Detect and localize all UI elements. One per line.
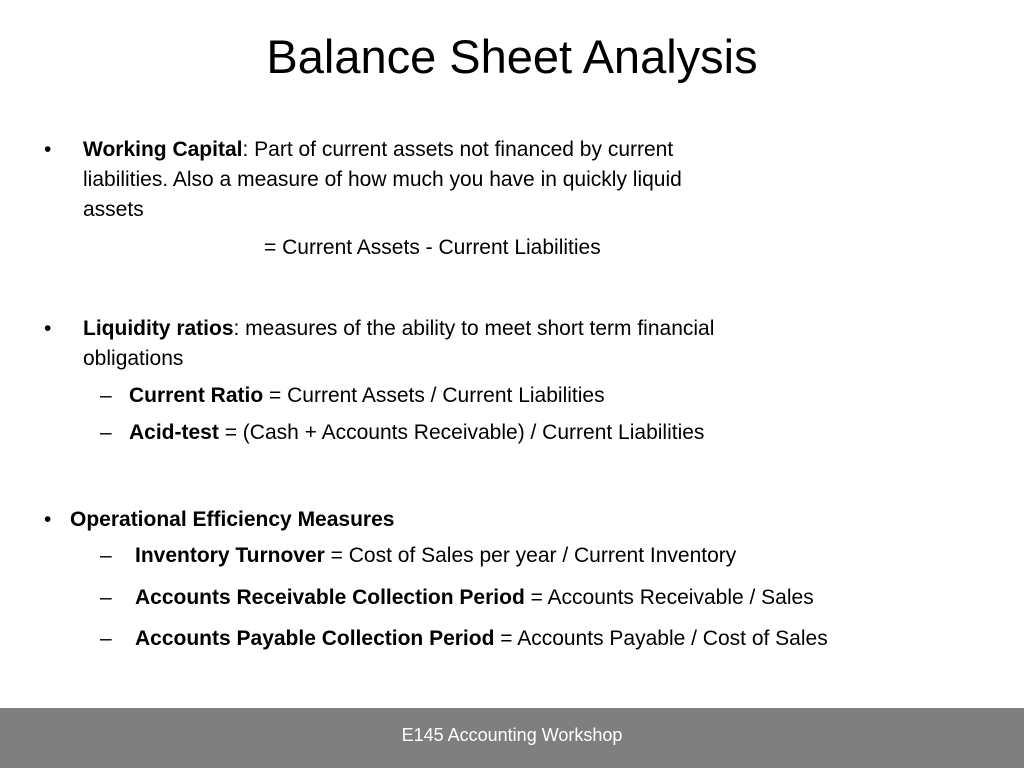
liquidity-line-2: obligations (83, 347, 184, 370)
current-ratio-formula: = Current Assets / Current Liabilities (263, 384, 605, 407)
footer-text: E145 Accounting Workshop (401, 725, 623, 745)
working-capital-term: Working Capital (83, 138, 243, 161)
bullet-marker: • (44, 317, 52, 340)
ap-collection-item (135, 624, 828, 654)
inventory-turnover-term: Inventory Turnover (135, 544, 325, 567)
liquidity-term: Liquidity ratios (83, 317, 234, 340)
acid-test-formula: = (Cash + Accounts Receivable) / Current Liabilities (218, 421, 705, 444)
dash-marker: – (100, 384, 112, 407)
inventory-turnover-formula: = Cost of Sales per year / Current Inventory (324, 544, 737, 567)
slide-title: Balance Sheet Analysis (266, 30, 758, 83)
working-capital-line-1 (83, 135, 673, 165)
liquidity-definition: : measures of the ability to meet short term financial (233, 317, 715, 340)
bullet-marker: • (44, 508, 52, 531)
liquidity-line-1 (83, 314, 714, 344)
inventory-turnover-item (135, 541, 736, 571)
dash-marker: – (100, 627, 112, 650)
acid-test-term: Acid-test (129, 421, 219, 444)
current-ratio-item (129, 381, 605, 411)
ar-collection-term: Accounts Receivable Collection Period (135, 586, 525, 609)
bullet-marker: • (44, 138, 52, 161)
current-ratio-term: Current Ratio (129, 384, 264, 407)
dash-marker: – (100, 544, 112, 567)
ar-collection-item (135, 583, 814, 613)
acid-test-item (129, 418, 704, 448)
ar-collection-formula: = Accounts Receivable / Sales (524, 586, 814, 609)
working-capital-definition: : Part of current assets not financed by current (242, 138, 674, 161)
efficiency-term: Operational Efficiency Measures (70, 508, 395, 531)
working-capital-line-3: assets (83, 198, 144, 221)
dash-marker: – (100, 421, 112, 444)
dash-marker: – (100, 586, 112, 609)
ap-collection-term: Accounts Payable Collection Period (135, 627, 495, 650)
working-capital-line-2: liabilities. Also a measure of how much you have in quickly liquid (83, 168, 682, 191)
working-capital-formula: = Current Assets - Current Liabilities (264, 236, 601, 259)
ap-collection-formula: = Accounts Payable / Cost of Sales (494, 627, 828, 650)
